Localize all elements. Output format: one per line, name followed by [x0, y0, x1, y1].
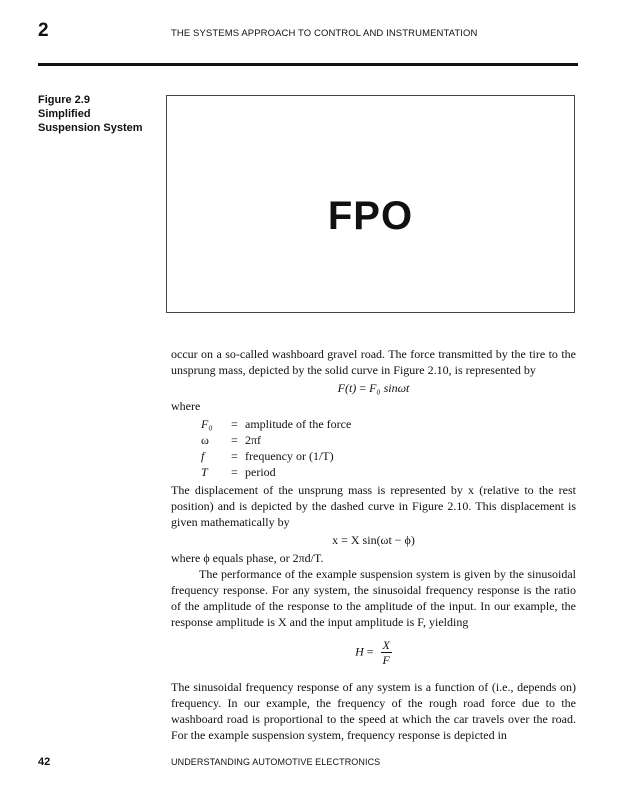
- paragraph-3: where ϕ equals phase, or 2πd/T.: [171, 551, 324, 565]
- definition-list: [171, 416, 576, 480]
- definition-row: [171, 464, 576, 480]
- equation-force: [171, 380, 576, 396]
- figure-caption: [38, 93, 163, 135]
- paragraph-5: The sinusoidal frequency response of any system is a function of (i.e., depends on) frequency. In our example, the frequency of the rough road force due to the washboard road is proportional to the speed at which the car travels over the road. For the example suspension system, frequency response is depicted in: [171, 680, 576, 742]
- definition-symbol: F₀: [201, 417, 213, 431]
- definition-symbol: f: [201, 449, 205, 463]
- equation-displacement: x = X sin(ωt − ϕ): [332, 533, 415, 547]
- definition-row: [171, 416, 576, 432]
- definition-symbol: ω: [201, 433, 209, 447]
- equation-denominator: F: [382, 653, 390, 667]
- definition-row: [171, 448, 576, 464]
- equation-force-rhs: F₀ sinωt: [369, 381, 410, 395]
- definition-symbol: T: [201, 465, 208, 479]
- equation-fraction: [381, 638, 392, 667]
- header-rule: [38, 63, 578, 66]
- where-label: where: [171, 399, 201, 413]
- chapter-number: 2: [38, 20, 49, 41]
- paragraph-4: The performance of the example suspension system is given by the sinusoidal frequency response. For any system, the sinusoidal frequency response is the ratio of the amplitude of the response to the amplitude of the input. In our example, the response amplitude is X and the input amplitude is F, yielding: [171, 567, 576, 629]
- body-text: [171, 346, 576, 743]
- equation-fr-lhs: H: [355, 644, 364, 659]
- paragraph-2: The displacement of the unsprung mass is represented by x (relative to the rest position) and is depicted by the dashed curve in Figure 2.10. This displacement is given mathematically by: [171, 483, 576, 529]
- equation-force-lhs: F(t): [337, 381, 357, 395]
- figure-caption-title-line1: Simplified: [38, 108, 91, 120]
- equation-frequency-response: [171, 638, 576, 667]
- figure-placeholder-box: [166, 95, 575, 313]
- equation-force-equals: =: [356, 381, 370, 395]
- definition-equals: =: [231, 433, 238, 447]
- definition-equals: =: [231, 449, 238, 463]
- paragraph-1: occur on a so-called washboard gravel road. The force transmitted by the tire to the unsprung mass, depicted by the solid curve in Figure 2.10, is represented by: [171, 347, 576, 377]
- running-foot: UNDERSTANDING AUTOMOTIVE ELECTRONICS: [171, 757, 381, 767]
- running-head: THE SYSTEMS APPROACH TO CONTROL AND INSTRUMENTATION: [171, 28, 478, 39]
- definition-row: [171, 432, 576, 448]
- definition-equals: =: [231, 465, 238, 479]
- figure-caption-title-line2: Suspension System: [38, 122, 143, 134]
- definition-description: 2πf: [245, 433, 262, 447]
- page-number: 42: [38, 756, 51, 768]
- definition-description: amplitude of the force: [245, 417, 352, 431]
- equation-fr-equals: =: [363, 644, 377, 659]
- definition-equals: =: [231, 417, 238, 431]
- equation-numerator: X: [382, 638, 390, 652]
- fpo-placeholder-text: FPO: [327, 194, 414, 238]
- definition-description: period: [245, 465, 276, 479]
- figure-caption-label: Figure 2.9: [38, 94, 90, 106]
- definition-description: frequency or (1/T): [245, 449, 334, 463]
